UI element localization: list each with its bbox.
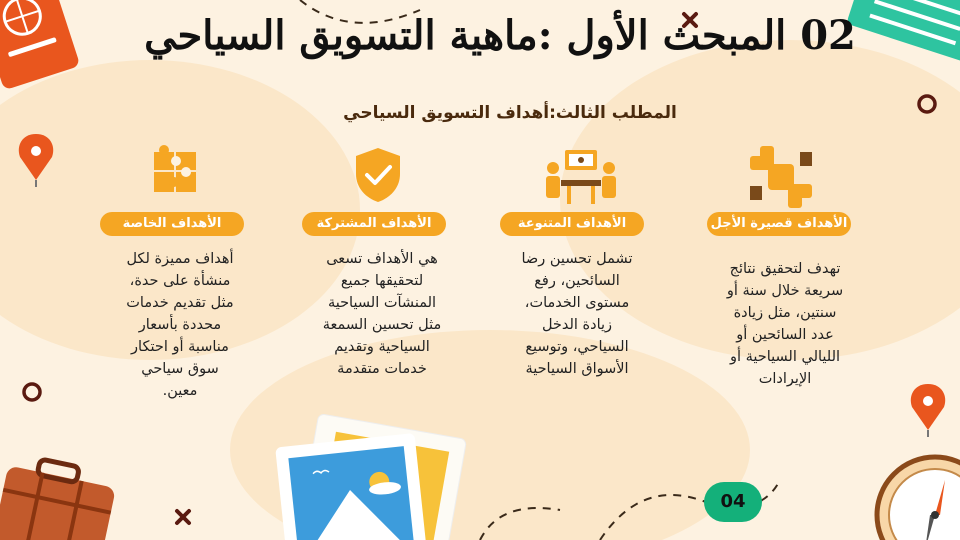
desc-diverse-goals xyxy=(497,248,657,380)
meeting-table-icon xyxy=(543,150,619,206)
ticket-icon xyxy=(846,0,960,64)
location-pin-icon xyxy=(911,384,945,437)
location-pin-icon xyxy=(19,134,53,187)
desc-line: السياحية وتقديم xyxy=(334,339,430,355)
desc-line: مثل تقديم خدمات xyxy=(126,295,234,311)
desc-line: السياحي، وتوسيع xyxy=(525,339,629,355)
desc-line: لتحقيقها جميع xyxy=(340,273,424,289)
section-subtitle: المطلب الثالث:أهداف التسويق السياحي xyxy=(343,103,677,123)
dashed-path xyxy=(480,508,560,540)
desc-line: خدمات متقدمة xyxy=(337,361,427,377)
desc-line: زيادة الدخل xyxy=(541,317,613,333)
puzzle-pieces-icon xyxy=(150,144,200,196)
desc-line: سوق سياحي xyxy=(141,361,219,377)
passport-icon xyxy=(0,0,80,90)
desc-line: عدد السائحين أو xyxy=(736,327,834,343)
desc-line: سريعة خلال سنة أو xyxy=(726,283,844,299)
desc-line: الليالي السياحية أو xyxy=(729,349,841,365)
pill-shared-goals: الأهداف المشتركة xyxy=(302,212,446,236)
desc-line: الإيرادات xyxy=(758,371,812,387)
page-title: 02 المبحث الأول :ماهية التسويق السياحي xyxy=(144,12,856,59)
desc-line: مستوى الخدمات، xyxy=(524,295,630,311)
desc-line: السائحين، رفع xyxy=(534,273,620,289)
cross-mark xyxy=(177,511,189,523)
desc-line: سنتين، مثل زيادة xyxy=(733,305,837,321)
photo-card-front xyxy=(275,433,427,540)
desc-line: أهداف مميزة لكل xyxy=(126,251,234,267)
desc-line: مثل تحسين السمعة xyxy=(322,317,442,333)
desc-line: الأسواق السياحية xyxy=(525,361,629,377)
pill-diverse-goals: الأهداف المتنوعة xyxy=(500,212,644,236)
page-number-badge: 04 xyxy=(704,482,762,522)
desc-line: مناسبة أو احتكار xyxy=(131,339,229,355)
pill-short-term-goals: الأهداف قصيرة الأجل xyxy=(707,212,851,236)
desc-line: معين. xyxy=(162,383,198,399)
desc-line: المنشآت السياحية xyxy=(327,295,437,311)
ring-decoration xyxy=(919,96,935,112)
desc-short-term-goals xyxy=(705,258,865,390)
desc-special-goals xyxy=(100,248,260,402)
teamwork-hands-icon xyxy=(750,146,812,208)
desc-line: منشأة على حدة، xyxy=(129,273,231,289)
desc-shared-goals xyxy=(302,248,462,380)
desc-line: هي الأهداف تسعى xyxy=(326,251,438,267)
compass-icon xyxy=(877,457,960,540)
shield-check-icon xyxy=(352,146,404,204)
desc-line: تهدف لتحقيق نتائج xyxy=(729,261,841,277)
desc-line: تشمل تحسين رضا xyxy=(521,251,633,267)
desc-line: محددة بأسعار xyxy=(138,317,222,333)
pill-special-goals: الأهداف الخاصة xyxy=(100,212,244,236)
suitcase-icon xyxy=(0,453,119,540)
ring-decoration xyxy=(24,384,40,400)
